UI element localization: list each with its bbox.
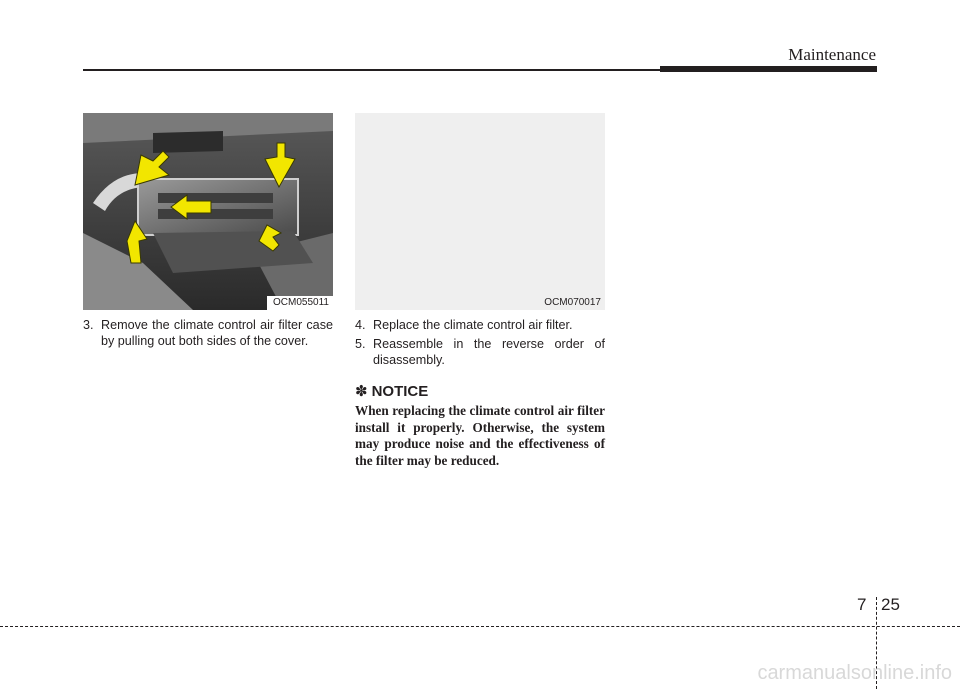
arrow-up-right-icon — [265, 143, 295, 187]
filter-replacement-figure — [355, 113, 605, 310]
step-4 — [355, 317, 605, 333]
filter-cover-photo — [83, 113, 333, 310]
arrow-up-left-icon — [135, 151, 169, 185]
watermark: carmanualsonline.info — [757, 662, 952, 684]
footer-rule — [0, 626, 960, 627]
header-rule-thick — [660, 66, 877, 72]
page-number: 25 — [881, 595, 900, 614]
arrow-down-left-icon — [127, 221, 147, 263]
section-title: Maintenance — [788, 45, 876, 64]
chapter-number: 7 — [857, 595, 867, 614]
step-text: Replace the climate control air filter. — [373, 318, 573, 332]
arrow-icons — [83, 113, 333, 310]
header-rule-thin — [83, 69, 663, 71]
notice-text: When replacing the climate control air filter install it properly. Otherwise, the system may produce noise and the effectiveness of the filter may be reduced. — [355, 403, 605, 468]
figure-code: OCM070017 — [538, 296, 605, 310]
notice-title: NOTICE — [371, 383, 429, 400]
notice-icon: ✽ — [355, 383, 368, 400]
step-number: 3. — [83, 318, 94, 332]
notice-heading — [355, 384, 605, 400]
step-5 — [355, 336, 605, 368]
arrow-down-right-icon — [259, 225, 281, 251]
step-number: 5. — [355, 337, 366, 351]
step-3 — [83, 317, 333, 349]
arrow-left-icon — [171, 195, 211, 219]
figure-code: OCM055011 — [267, 296, 333, 310]
step-number: 4. — [355, 318, 366, 332]
right-column — [355, 317, 605, 469]
step-text: Reassemble in the reverse order of disassembly. — [373, 337, 605, 367]
left-column — [83, 317, 333, 352]
step-text: Remove the climate control air filter case by pulling out both sides of the cover. — [101, 318, 333, 348]
